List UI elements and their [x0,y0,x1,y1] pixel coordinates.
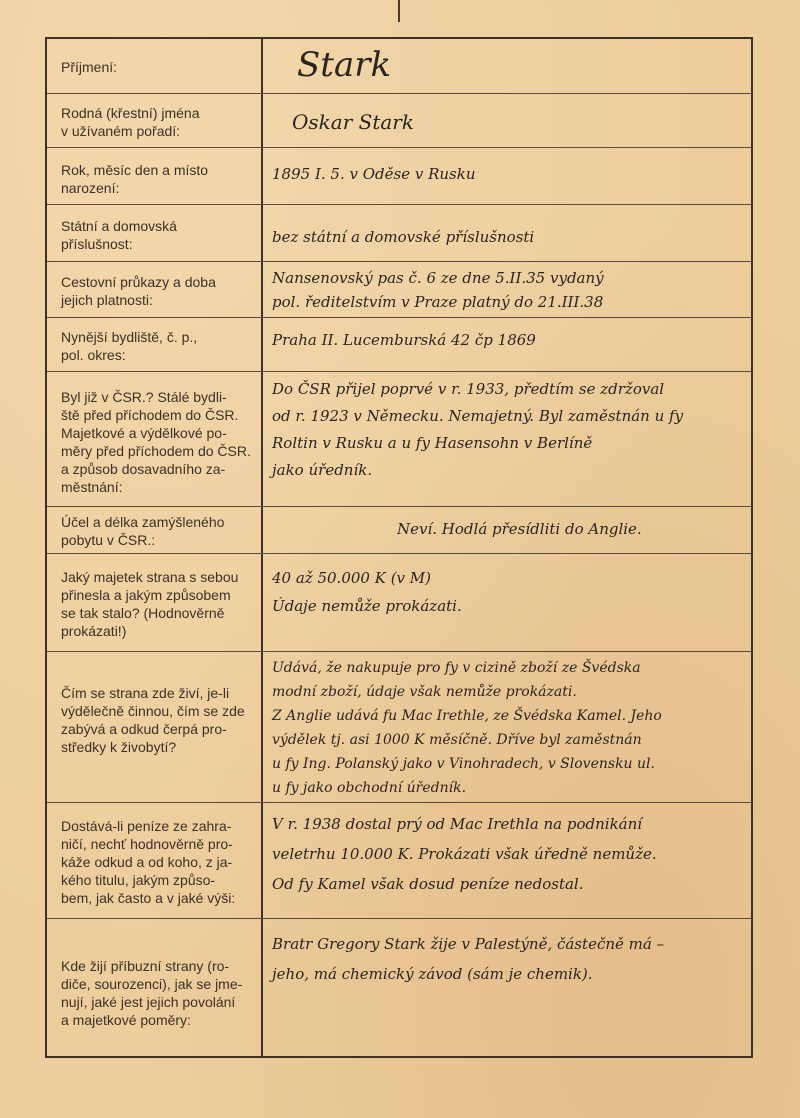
value-surname: Stark [297,45,392,85]
row-purpose [47,507,751,554]
fold-mark [398,0,400,22]
row-property [47,554,751,652]
row-citizenship [47,205,751,262]
row-residence [47,318,751,372]
label-given-names: Rodná (křestní) jména v užívaném pořadí: [61,105,200,139]
value-livelihood: Udává, že nakupuje pro fy v cizině zboží ze Švédska modní zboží, údaje však nemůže prokázati. Z Anglie udává fu Mac Irethle, ze Švédska Kamel. Jeho výdělek tj. asi 1000 K měsíčně. Dříve byl zaměstnán u fy Ing. Polanský jako v Vinohradech, v Slovensku ul. u fy jako obchodní úředník. [272,660,662,796]
value-relatives: Bratr Gregory Stark žije v Palestýně, částečně má – jeho, má chemický závod (sám je chemik). [272,935,665,983]
value-citizenship: bez státní a domovské příslušnosti [272,228,535,246]
label-citizenship: Státní a domovská příslušnost: [61,218,177,252]
label-surname: Příjmení: [61,59,118,75]
value-property: 40 až 50.000 K (v M) Údaje nemůže prokázati. [272,569,462,615]
label-previous-stay: Byl již v ČSR.? Stálé bydli- ště před příchodem do ČSR. Majetkové a výdělkové po- měry před příchodem do ČSR. a způsob dosavadního za- městnání: [61,389,251,495]
row-given-names [47,94,751,148]
row-relatives [47,919,751,1058]
registration-form [45,37,753,1058]
row-birth [47,148,751,205]
label-relatives: Kde žijí příbuzní strany (ro- diče, sourozenci), jak se jme- nují, jaké jest jejich povolání a majetkové poměry: [61,958,243,1028]
label-property: Jaký majetek strana s sebou přinesla a jakým způsobem se tak stalo? (Hodnověrně prokázati!) [61,569,239,639]
row-livelihood [47,652,751,803]
value-previous-stay: Do ČSR přijel poprvé v r. 1933, předtím se zdržoval od r. 1923 v Německu. Nemajetný. Byl zaměstnán u fy Roltin v Rusku a u fy Hasensohn v Berlíně jako úředník. [272,380,684,479]
label-livelihood: Čím se strana zde živí, je-li výdělečně činnou, čím se zde zabývá a odkud čerpá pro- středky k živobytí? [61,685,245,755]
value-residence: Praha II. Lucemburská 42 čp 1869 [272,331,536,349]
row-foreign-money [47,803,751,919]
label-birth: Rok, měsíc den a místo narození: [61,162,209,196]
label-residence: Nynější bydliště, č. p., pol. okres: [61,329,198,363]
value-given-names: Oskar Stark [292,110,414,134]
label-purpose: Účel a délka zamýšleného pobytu v ČSR.: [61,514,225,548]
row-passports [47,262,751,318]
row-surname [47,39,751,94]
label-foreign-money: Dostává-li peníze ze zahra- ničí, nechť hodnověrně pro- káže odkud a od koho, z ja- kého titulu, jakým způso- bem, jak často a v jaké výši: [61,818,236,906]
value-foreign-money: V r. 1938 dostal prý od Mac Irethla na podnikání veletrhu 10.000 K. Prokázati však úředně nemůže. Od fy Kamel však dosud peníze nedostal. [272,815,657,893]
value-passports: Nansenovský pas č. 6 ze dne 5.II.35 vydaný pol. ředitelstvím v Praze platný do 21.III.38 [272,269,604,311]
label-passports: Cestovní průkazy a doba jejich platnosti: [61,274,216,308]
value-purpose: Neví. Hodlá přesídliti do Anglie. [397,520,642,538]
value-birth: 1895 I. 5. v Oděse v Rusku [272,165,476,183]
row-previous-stay [47,372,751,507]
